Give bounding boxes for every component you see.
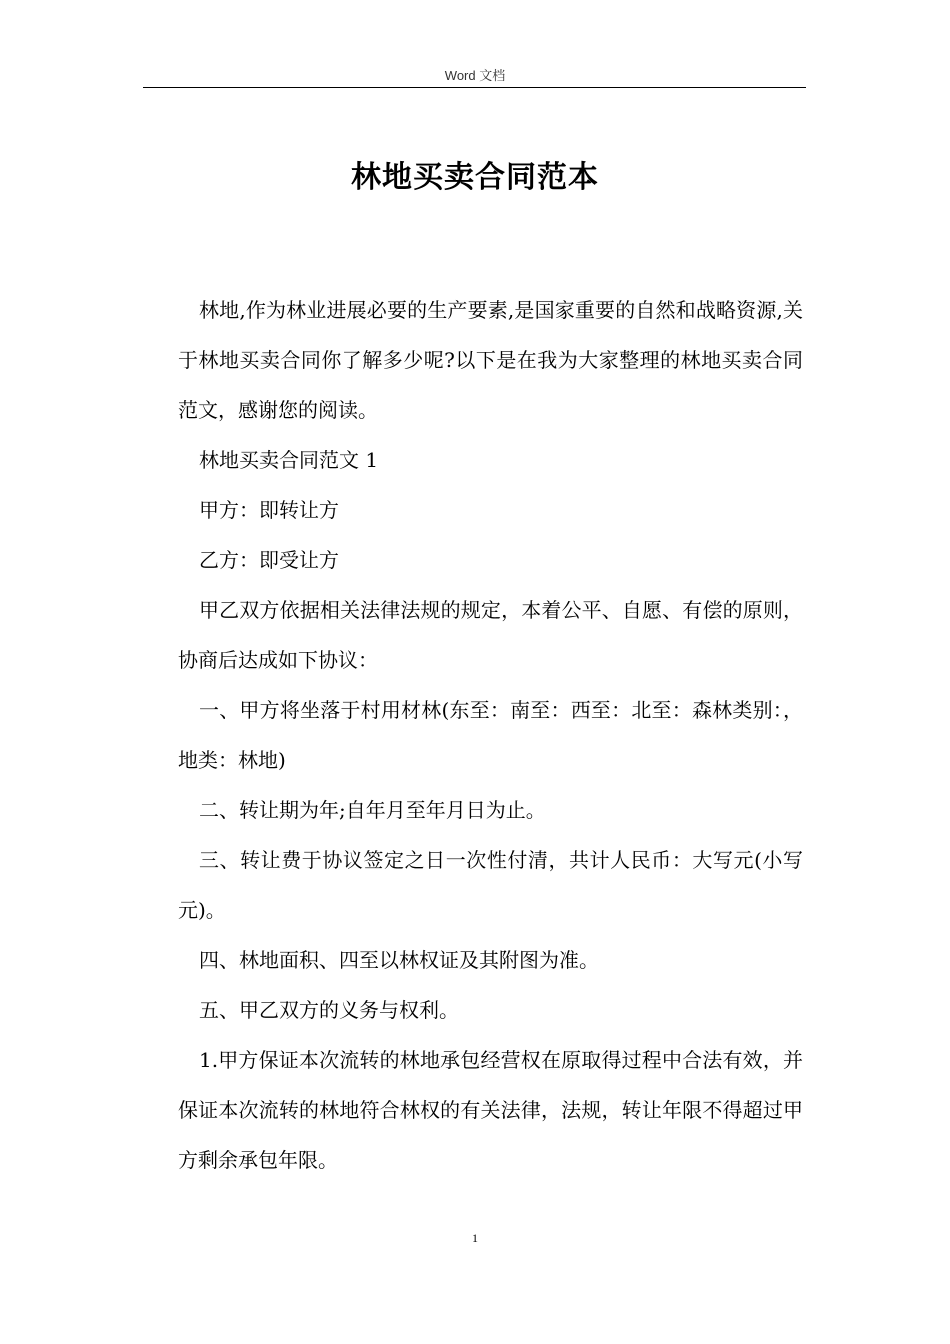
- body-paragraph: 林地,作为林业进展必要的生产要素,是国家重要的自然和战略资源,关于林地买卖合同你了解多少呢?以下是在我为大家整理的林地买卖合同范文，感谢您的阅读。: [178, 298, 803, 422]
- body-paragraph: 三、转让费于协议签定之日一次性付清，共计人民币：大写元(小写元)。: [178, 848, 803, 922]
- document-body: [178, 285, 803, 1185]
- page-header-label: Word 文档: [444, 68, 506, 83]
- body-paragraph: 甲方：即转让方: [199, 498, 339, 522]
- body-paragraph: 乙方：即受让方: [199, 548, 339, 572]
- body-paragraph: 1.甲方保证本次流转的林地承包经营权在原取得过程中合法有效，并保证本次流转的林地符合林权的有关法律，法规，转让年限不得超过甲方剩余承包年限。: [178, 1048, 803, 1172]
- document-title: 林地买卖合同范本: [351, 160, 599, 195]
- body-paragraph: 五、甲乙双方的义务与权利。: [199, 998, 459, 1022]
- header-divider: [143, 87, 806, 88]
- body-paragraph: 一、甲方将坐落于村用材林(东至：南至：西至：北至：森林类别：，地类：林地): [178, 698, 803, 772]
- page-number: 1: [472, 1231, 478, 1245]
- body-paragraph: 四、林地面积、四至以林权证及其附图为准。: [199, 948, 599, 972]
- body-paragraph: 甲乙双方依据相关法律法规的规定，本着公平、自愿、有偿的原则，协商后达成如下协议：: [178, 598, 803, 672]
- body-paragraph: 林地买卖合同范文 1: [199, 448, 379, 472]
- body-paragraph: 二、转让期为年;自年月至年月日为止。: [199, 798, 546, 822]
